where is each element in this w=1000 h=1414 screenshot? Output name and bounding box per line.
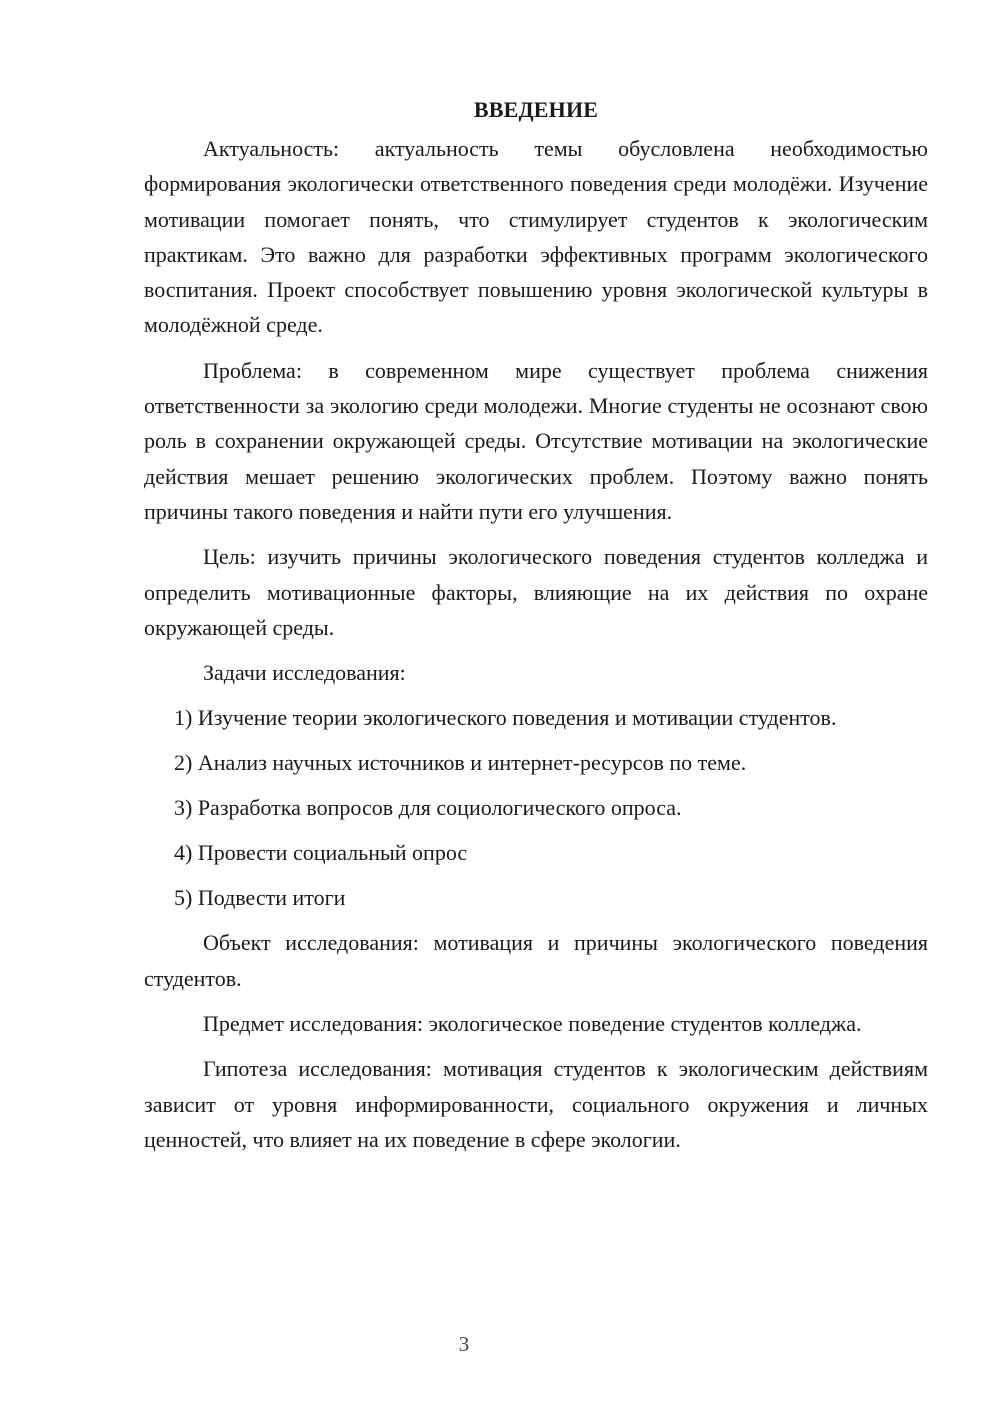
- list-item: 1) Изучение теории экологического поведения и мотивации студентов.: [174, 705, 837, 731]
- list-item: 5) Подвести итоги: [174, 885, 346, 911]
- section-heading: ВВЕДЕНИЕ: [473, 97, 599, 122]
- list-item: 2) Анализ научных источников и интернет-ресурсов по теме.: [174, 750, 747, 776]
- paragraph-problem: Проблема: в современном мире существует проблема снижения ответственности за экологию среди молодежи. Многие студенты не осознают свою роль в сохранении окружающей среды. Отсутствие мотивации на экологические действия мешает решению экологических проблем. Поэтому важно понять причины такого поведения и найти пути его улучшения.: [144, 357, 928, 524]
- page-number: 3: [458, 1332, 470, 1356]
- paragraph-hypothesis: Гипотеза исследования: мотивация студентов к экологическим действиям зависит от уровня информированности, социального окружения и личных ценностей, что влияет на их поведение в сфере экологии.: [144, 1056, 928, 1152]
- list-item: 4) Провести социальный опрос: [174, 840, 468, 866]
- tasks-list: [144, 700, 928, 915]
- paragraph-subject: Предмет исследования: экологическое поведение студентов колледжа.: [203, 1011, 862, 1037]
- list-item: 3) Разработка вопросов для социологического опроса.: [174, 795, 682, 821]
- paragraph-object: Объект исследования: мотивация и причины экологического поведения студентов.: [144, 930, 928, 991]
- document-page: [144, 92, 928, 1167]
- paragraph-goal: Цель: изучить причины экологического поведения студентов колледжа и определить мотивационные факторы, влияющие на их действия по охране окружающей среды.: [144, 544, 928, 640]
- paragraph-relevance: Актуальность: актуальность темы обусловлена необходимостью формирования экологически ответственного поведения среди молодёжи. Изучение мотивации помогает понять, что стимулирует студентов к экологическим практикам. Это важно для разработки эффективных программ экологического воспитания. Проект способствует повышению уровня экологической культуры в молодёжной среде.: [144, 136, 928, 338]
- paragraph-tasks-title: Задачи исследования:: [203, 660, 406, 686]
